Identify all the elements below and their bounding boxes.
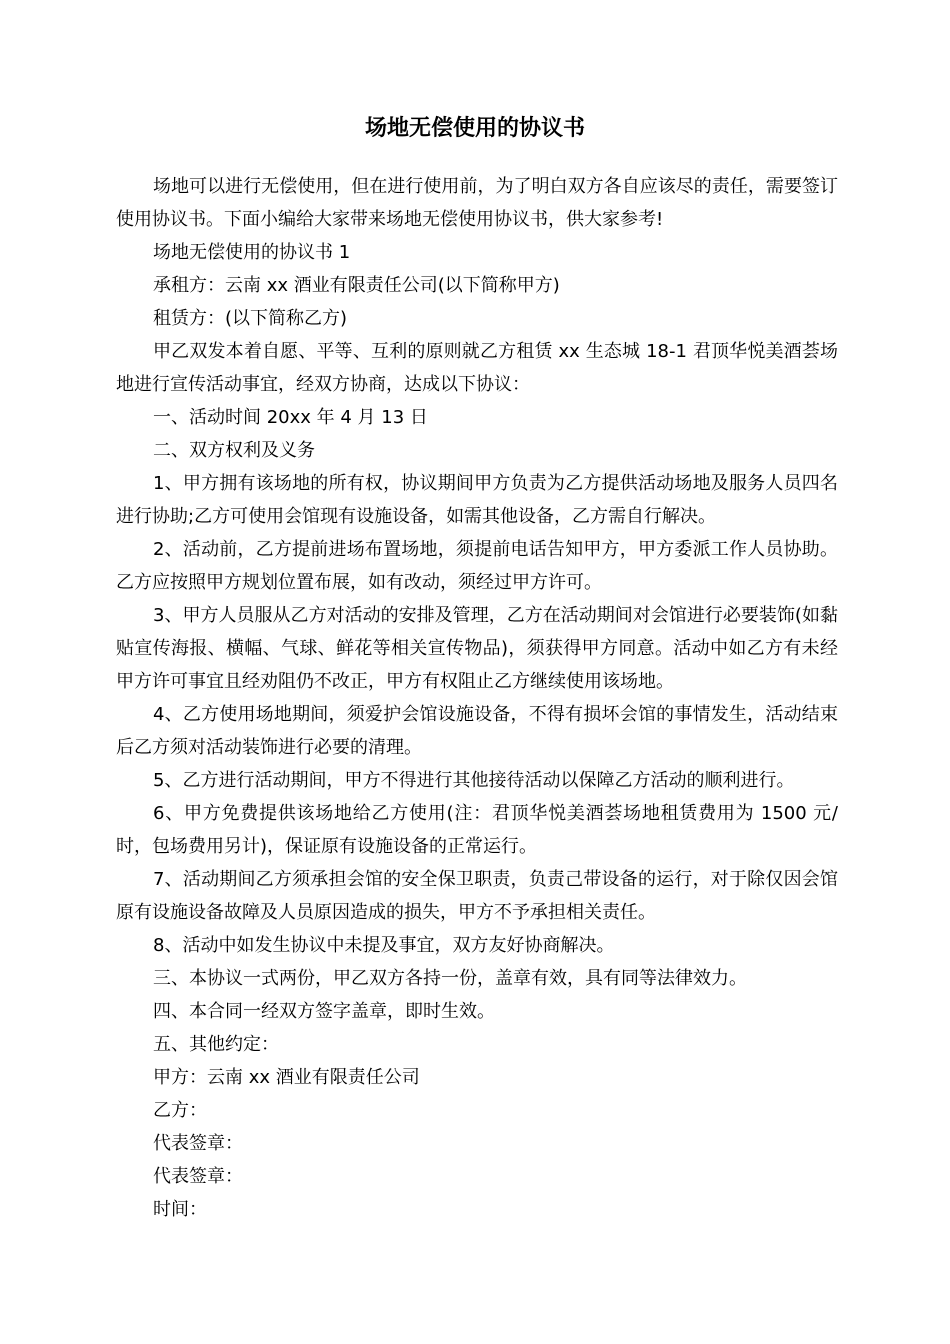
party-b-signature-line: 乙方： xyxy=(153,1100,207,1121)
representative-signature-line: 代表签章： xyxy=(153,1166,243,1187)
clause-4: 4、乙方使用场地期间，须爱护会馆设施设备，不得有损坏会馆的事情发生，活动结束后乙方须对活动装饰进行必要的清理。 xyxy=(116,704,838,758)
clause-1: 1、甲方拥有该场地的所有权，协议期间甲方负责为乙方提供活动场地及服务人员四名进行协助;乙方可使用会馆现有设施设备，如需其他设备，乙方需自行解决。 xyxy=(116,473,838,527)
clause-8: 8、活动中如发生协议中未提及事宜，双方友好协商解决。 xyxy=(153,935,615,956)
date-line: 时间： xyxy=(153,1199,207,1220)
section-other: 五、其他约定： xyxy=(153,1034,279,1055)
document-title: 场地无偿使用的协议书 xyxy=(364,116,585,141)
clause-6: 6、甲方免费提供该场地给乙方使用(注：君顶华悦美酒荟场地租赁费用为 1500 元/时，包场费用另计)，保证原有设施设备的正常运行。 xyxy=(116,803,838,857)
clause-2: 2、活动前，乙方提前进场布置场地，须提前电话告知甲方，甲方委派工作人员协助。乙方应按照甲方规划位置布展，如有改动，须经过甲方许可。 xyxy=(116,539,838,593)
intro-paragraph: 场地可以进行无偿使用，但在进行使用前，为了明白双方各自应该尽的责任，需要签订使用协议书。下面小编给大家带来场地无偿使用协议书，供大家参考! xyxy=(116,176,838,230)
tenant-line: 租赁方：(以下简称乙方) xyxy=(153,308,348,329)
section-rights-obligations: 二、双方权利及义务 xyxy=(153,440,315,461)
section-copies: 三、本协议一式两份，甲乙双方各持一份，盖章有效，具有同等法律效力。 xyxy=(153,968,747,989)
agreement-heading: 场地无偿使用的协议书 1 xyxy=(153,242,351,263)
clause-7: 7、活动期间乙方须承担会馆的安全保卫职责，负责己带设备的运行，对于除仅因会馆原有设施设备故障及人员原因造成的损失，甲方不予承担相关责任。 xyxy=(116,869,838,923)
clause-5: 5、乙方进行活动期间，甲方不得进行其他接待活动以保障乙方活动的顺利进行。 xyxy=(153,770,795,791)
preamble-paragraph: 甲乙双发本着自愿、平等、互利的原则就乙方租赁 xx 生态城 18-1 君顶华悦美酒荟场地进行宣传活动事宜，经双方协商，达成以下协议： xyxy=(116,341,838,395)
clause-3: 3、甲方人员服从乙方对活动的安排及管理，乙方在活动期间对会馆进行必要装饰(如黏贴宣传海报、横幅、气球、鲜花等相关宣传物品)，须获得甲方同意。活动中如乙方有未经甲方许可事宜且经劝阻仍不改正，甲方有权阻止乙方继续使用该场地。 xyxy=(116,605,838,692)
lessee-line: 承租方：云南 xx 酒业有限责任公司(以下简称甲方) xyxy=(153,275,560,296)
party-a-signature-line: 甲方：云南 xx 酒业有限责任公司 xyxy=(153,1067,420,1088)
representative-signature-line: 代表签章： xyxy=(153,1133,243,1154)
section-activity-time: 一、活动时间 20xx 年 4 月 13 日 xyxy=(153,407,428,428)
section-effective: 四、本合同一经双方签字盖章，即时生效。 xyxy=(153,1001,495,1022)
document-body xyxy=(116,170,838,1226)
